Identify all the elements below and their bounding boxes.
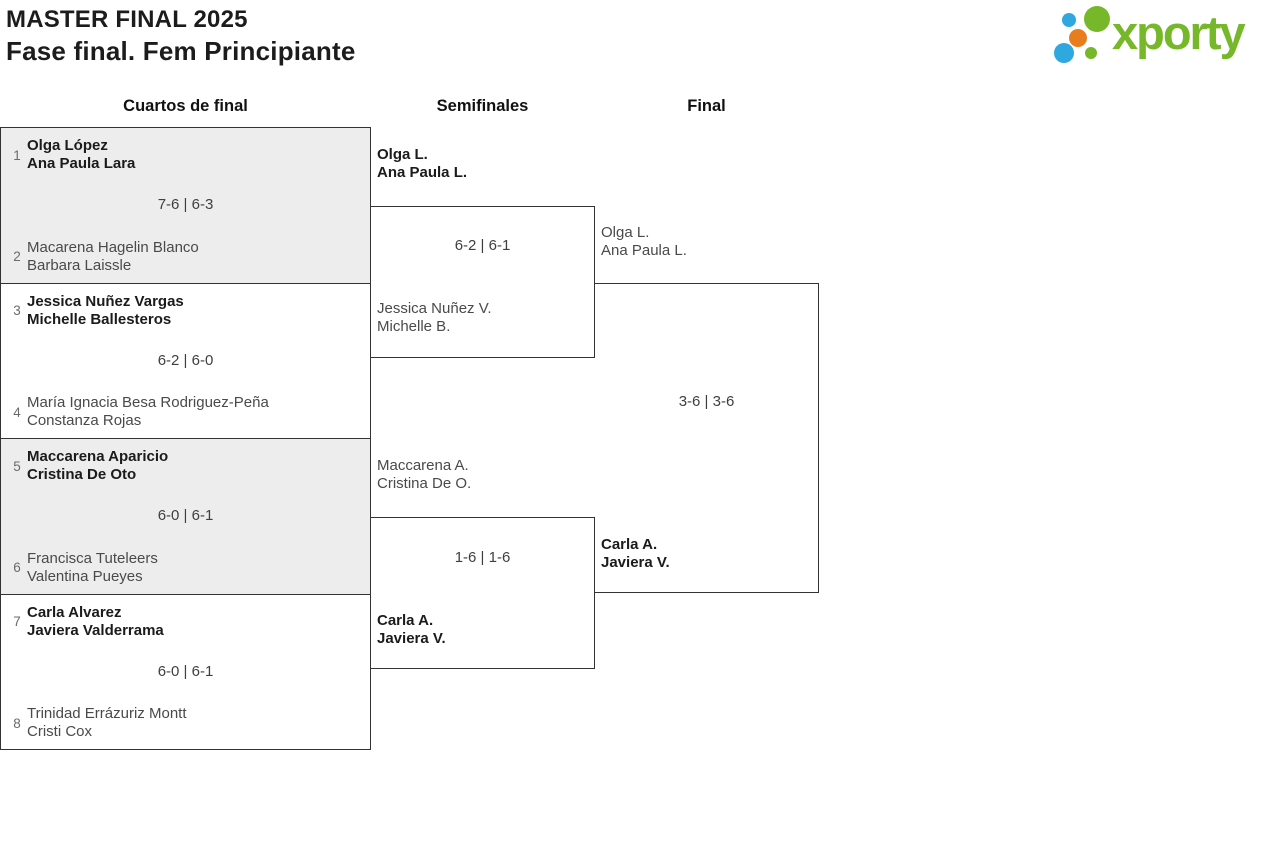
match-score: 7-6 | 6-3 bbox=[157, 196, 214, 214]
team-name-line: Carla Alvarez bbox=[27, 603, 122, 621]
team-label-final-bottom bbox=[601, 536, 670, 572]
team-name-line: Jessica Nuñez Vargas bbox=[27, 292, 184, 310]
match-score: 6-0 | 6-1 bbox=[157, 662, 214, 680]
team-name bbox=[27, 293, 184, 329]
team-name-line: Valentina Pueyes bbox=[27, 567, 143, 585]
team-name-line: Trinidad Errázuriz Montt bbox=[27, 705, 187, 722]
team-label-sf1-top bbox=[377, 146, 467, 182]
team-name-line: Constanza Rojas bbox=[27, 412, 142, 429]
team-row bbox=[7, 239, 360, 275]
round-header-quarterfinals: Cuartos de final bbox=[123, 97, 248, 115]
team-name-line: Barbara Laissle bbox=[27, 256, 132, 274]
team-name-line: Maccarena A. bbox=[377, 457, 469, 474]
team-name-line: Cristina De Oto bbox=[27, 466, 137, 483]
round-header-final: Final bbox=[687, 97, 726, 115]
match-box-qf1 bbox=[1, 128, 370, 283]
seed-label: 2 bbox=[13, 249, 21, 264]
team-label-sf2-bottom bbox=[377, 612, 446, 648]
team-name-line: Ana Paula L. bbox=[377, 164, 468, 181]
team-name-line: Javiera V. bbox=[377, 630, 446, 647]
match-box-qf4 bbox=[1, 594, 370, 750]
match-score-sf1: 6-2 | 6-1 bbox=[454, 237, 511, 254]
seed-label: 8 bbox=[13, 715, 21, 731]
team-name bbox=[27, 137, 135, 173]
team-name-line: Olga L. bbox=[601, 224, 650, 241]
team-row bbox=[7, 705, 360, 741]
team-name-line: María Ignacia Besa Rodriguez-Peña bbox=[27, 394, 269, 411]
logo-dot-green-small-icon bbox=[1085, 47, 1097, 59]
team-name-line: Javiera Valderrama bbox=[27, 621, 164, 639]
team-name-line: Michelle B. bbox=[377, 318, 451, 335]
team-name-line: Cristina De O. bbox=[377, 475, 472, 492]
logo-dot-green-big-icon bbox=[1084, 6, 1110, 32]
team-name bbox=[27, 394, 269, 430]
page-title: MASTER FINAL 2025 bbox=[6, 6, 248, 33]
match-box-qf3 bbox=[1, 438, 370, 594]
team-name bbox=[27, 448, 168, 484]
team-row bbox=[7, 550, 360, 586]
team-name-line: Jessica Nuñez V. bbox=[377, 300, 492, 317]
team-label-sf2-top bbox=[377, 457, 471, 493]
team-name bbox=[27, 604, 164, 640]
match-score: 6-2 | 6-0 bbox=[157, 351, 214, 369]
seed-label: 7 bbox=[13, 614, 21, 629]
team-row bbox=[7, 604, 360, 640]
team-name-line: Olga López bbox=[27, 137, 108, 154]
team-name-line: Ana Paula Lara bbox=[27, 155, 136, 172]
match-box-qf2 bbox=[1, 283, 370, 439]
match-score: 6-0 | 6-1 bbox=[157, 507, 214, 525]
team-label-sf1-bottom bbox=[377, 300, 492, 336]
team-row bbox=[7, 293, 360, 329]
page-header bbox=[6, 4, 355, 67]
logo-wordmark: xporty bbox=[1112, 6, 1244, 59]
team-name bbox=[27, 239, 199, 275]
team-name-line: Javiera V. bbox=[601, 554, 670, 571]
logo-dot-orange-icon bbox=[1069, 29, 1087, 47]
team-row bbox=[7, 394, 360, 430]
logo-dot-blue-big-icon bbox=[1054, 43, 1074, 63]
quarterfinals-column bbox=[0, 127, 371, 750]
team-name-line: Francisca Tuteleers bbox=[27, 549, 158, 567]
team-name bbox=[27, 705, 187, 741]
seed-label: 5 bbox=[13, 458, 21, 474]
seed-label: 1 bbox=[13, 147, 21, 163]
team-name-line: Cristi Cox bbox=[27, 723, 93, 740]
team-name-line: Carla A. bbox=[377, 612, 434, 629]
round-header-semifinals: Semifinales bbox=[436, 97, 529, 115]
seed-label: 4 bbox=[13, 404, 21, 420]
match-score-final: 3-6 | 3-6 bbox=[678, 393, 735, 410]
team-name bbox=[27, 550, 158, 586]
team-row bbox=[7, 448, 360, 484]
team-name-line: Ana Paula L. bbox=[601, 242, 687, 259]
team-name-line: Michelle Ballesteros bbox=[27, 310, 172, 328]
page-subtitle: Fase final. Fem Principiante bbox=[6, 36, 356, 66]
seed-label: 6 bbox=[13, 560, 21, 575]
match-score-sf2: 1-6 | 1-6 bbox=[454, 549, 511, 566]
xporty-logo[interactable] bbox=[1048, 0, 1278, 70]
team-label-final-top bbox=[601, 224, 687, 260]
team-name-line: Macarena Hagelin Blanco bbox=[27, 238, 199, 256]
team-row bbox=[7, 137, 360, 173]
logo-dot-blue-small-icon bbox=[1062, 13, 1076, 27]
seed-label: 3 bbox=[13, 303, 21, 318]
team-name-line: Carla A. bbox=[601, 536, 658, 553]
team-name-line: Olga L. bbox=[377, 146, 428, 163]
team-name-line: Maccarena Aparicio bbox=[27, 448, 169, 465]
